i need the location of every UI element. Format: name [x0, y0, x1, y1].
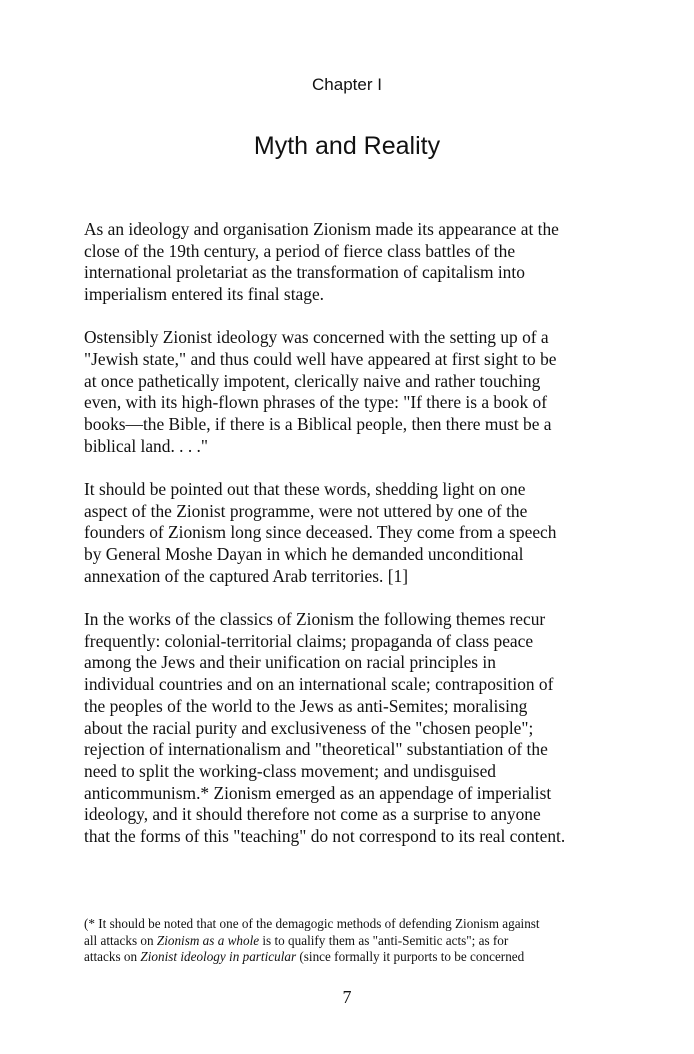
- footnote-text: (since formally it purports to be concerned: [296, 949, 525, 964]
- footnote-text: (* It should be noted that one of the demagogic methods of defending Zionism against: [84, 916, 540, 931]
- paragraph-line: even, with its high-flown phrases of the type: "If there is a book of: [84, 392, 548, 413]
- footnote-text: attacks on: [84, 949, 141, 964]
- paragraph-line: international proletariat as the transformation of capitalism into: [84, 262, 525, 283]
- paragraph-line: frequently: colonial-territorial claims; propaganda of class peace: [84, 630, 534, 651]
- footnote-line: [84, 949, 604, 966]
- paragraph-line: anticommunism.* Zionism emerged as an appendage of imperialist: [84, 782, 552, 803]
- paragraph-line: imperialism entered its final stage.: [84, 284, 325, 305]
- paragraph-line: books—the Bible, if there is a Biblical people, then there must be a: [84, 414, 552, 435]
- footnote-emphasis: Zionist ideology in particular: [140, 949, 297, 964]
- footnote-emphasis: Zionism as a whole: [156, 932, 260, 948]
- paragraph-line: that the forms of this "teaching" do not correspond to its real content.: [84, 826, 566, 847]
- paragraph-3: [84, 479, 594, 588]
- chapter-label: Chapter I: [312, 75, 382, 94]
- paragraph-line: ideology, and it should therefore not come as a surprise to anyone: [84, 804, 541, 825]
- paragraph-line: In the works of the classics of Zionism the following themes recur: [84, 609, 546, 630]
- paragraph-line: Ostensibly Zionist ideology was concerned with the setting up of a: [84, 327, 549, 348]
- paragraph-line: close of the 19th century, a period of fierce class battles of the: [84, 240, 516, 261]
- paragraph-line: the peoples of the world to the Jews as anti-Semites; moralising: [84, 695, 528, 716]
- paragraph-line: "Jewish state," and thus could well have appeared at first sight to be: [84, 349, 557, 370]
- paragraph-4: [84, 609, 594, 848]
- footnote-line: [84, 933, 604, 950]
- paragraph-2: [84, 327, 594, 457]
- paragraph-line: rejection of internationalism and "theoretical" substantiation of the: [84, 739, 548, 760]
- page-number: 7: [342, 987, 352, 1007]
- paragraph-line: founders of Zionism long since deceased. They come from a speech: [84, 522, 557, 543]
- body-text: [84, 219, 594, 869]
- paragraph-line: As an ideology and organisation Zionism made its appearance at the: [84, 219, 559, 239]
- footnote-text: is to qualify them as "anti-Semitic acts"; as for: [259, 932, 509, 948]
- paragraph-line: biblical land. . . .": [84, 435, 208, 456]
- paragraph-line: aspect of the Zionist programme, were not uttered by one of the: [84, 500, 528, 521]
- paragraph-line: about the racial purity and exclusiveness of the "chosen people";: [84, 717, 534, 738]
- footnote-text: all attacks on: [84, 932, 157, 948]
- footnote-line: [84, 916, 604, 933]
- chapter-title: Myth and Reality: [253, 132, 441, 160]
- paragraph-line: need to split the working-class movement; and undisguised: [84, 760, 496, 781]
- paragraph-1: [84, 219, 594, 306]
- paragraph-line: at once pathetically impotent, clerically naive and rather touching: [84, 370, 541, 391]
- paragraph-line: individual countries and on an international scale; contraposition of: [84, 674, 554, 695]
- paragraph-line: annexation of the captured Arab territories. [1]: [84, 565, 409, 586]
- paragraph-line: by General Moshe Dayan in which he demanded unconditional: [84, 544, 524, 565]
- footnote: [84, 916, 604, 966]
- paragraph-line: among the Jews and their unification on racial principles in: [84, 652, 496, 673]
- paragraph-line: It should be pointed out that these words, shedding light on one: [84, 479, 526, 500]
